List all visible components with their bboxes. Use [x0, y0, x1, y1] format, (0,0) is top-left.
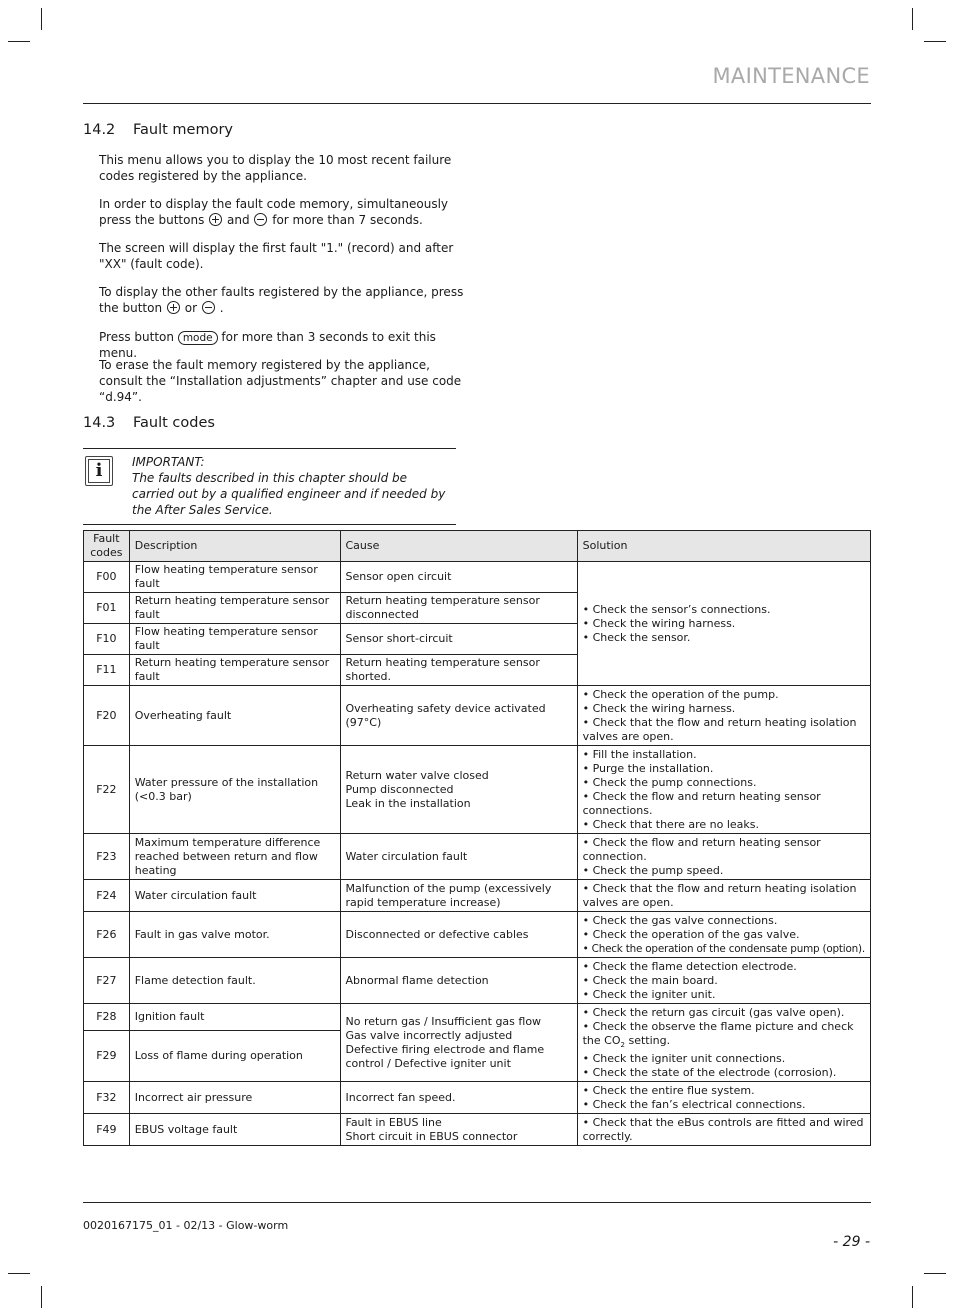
solution-line: • Purge the installation. [582, 762, 714, 775]
solution-line: • Check the pump speed. [582, 864, 724, 877]
fault-code: F11 [84, 655, 130, 686]
paragraph-text: or [184, 301, 198, 315]
fault-code: F24 [84, 880, 130, 912]
crop-mark [912, 1286, 913, 1308]
fault-code: F49 [84, 1114, 130, 1146]
solution-line: • Check the wiring harness. [582, 702, 736, 715]
column-header: Cause [340, 531, 577, 562]
solution-line: • Check the operation of the gas valve. [582, 928, 800, 941]
solution-line: • Check that there are no leaks. [582, 818, 760, 831]
solution-line: • Check the fan’s electrical connections. [582, 1098, 806, 1112]
crop-mark [912, 8, 913, 30]
footer-rule [83, 1202, 871, 1203]
fault-solution [577, 958, 870, 1004]
cause-line: Pump disconnected [345, 782, 454, 796]
paragraph-text: for more than 7 seconds. [272, 213, 423, 227]
fault-cause: Water circulation fault [340, 834, 577, 880]
fault-code: F10 [84, 624, 130, 655]
crop-mark [8, 1273, 30, 1274]
fault-codes-table [83, 530, 871, 1146]
solution-line: • Check the gas valve connections. [582, 914, 778, 927]
fault-code: F27 [84, 958, 130, 1004]
cause-line: Leak in the installation [345, 796, 471, 810]
crop-mark [41, 1286, 42, 1308]
cause-line: No return gas / Insufficient gas flow [345, 1014, 542, 1028]
solution-line: • Check the return gas circuit (gas valve open). [582, 1006, 845, 1019]
fault-solution [577, 746, 870, 834]
table-row [84, 912, 871, 958]
solution-line: • Check the flow and return heating sensor connections. [582, 790, 821, 817]
heading-fault-codes [83, 415, 215, 431]
paragraph-text: To display the other faults registered by the appliance, press the button [99, 285, 464, 315]
paragraph-text: Press button [99, 330, 174, 344]
fault-description: EBUS voltage fault [129, 1114, 340, 1146]
table-row [84, 880, 871, 912]
fault-solution [577, 562, 870, 686]
table-row [84, 958, 871, 1004]
fault-solution [577, 1004, 870, 1082]
fault-cause: Sensor short-circuit [340, 624, 577, 655]
fault-cause: Overheating safety device activated (97°C) [340, 686, 577, 746]
solution-line: • Check the main board. [582, 974, 718, 987]
mode-button-icon: mode [178, 331, 218, 345]
fault-cause [340, 1004, 577, 1082]
section-title: Fault codes [133, 415, 215, 431]
solution-line: • Check the wiring harness. [582, 616, 736, 630]
fault-description: Return heating temperature sensor fault [129, 593, 340, 624]
paragraph-text: . [219, 301, 224, 315]
solution-line: • Fill the installation. [582, 748, 697, 761]
section-title: Fault memory [133, 122, 233, 138]
fault-cause: Disconnected or defective cables [340, 912, 577, 958]
fault-code: F22 [84, 746, 130, 834]
section-header: MAINTENANCE [712, 64, 870, 88]
fault-cause: Malfunction of the pump (excessively rapid temperature increase) [340, 880, 577, 912]
solution-line: • Check the sensor’s connections. [582, 602, 771, 616]
table-row [84, 1114, 871, 1146]
fault-solution [577, 880, 870, 912]
paragraph: The screen will display the first fault "1." (record) and after "XX" (fault code). [99, 241, 454, 271]
paragraph-text: and [226, 213, 250, 227]
paragraph-text: for more than 3 seconds to exit this menu. [99, 330, 436, 360]
solution-line: • Check the sensor. [582, 630, 691, 644]
fault-description: Return heating temperature sensor fault [129, 655, 340, 686]
cause-line: Gas valve incorrectly adjusted [345, 1028, 513, 1042]
fault-description: Incorrect air pressure [129, 1082, 340, 1114]
fault-cause: Return heating temperature sensor shorted. [340, 655, 577, 686]
fault-cause: Sensor open circuit [340, 562, 577, 593]
solution-text: setting. [624, 1034, 671, 1047]
fault-code: F32 [84, 1082, 130, 1114]
fault-code: F01 [84, 593, 130, 624]
crop-mark [924, 41, 946, 42]
fault-description: Ignition fault [129, 1004, 340, 1031]
plus-button-icon [209, 213, 222, 226]
fault-code: F29 [84, 1031, 130, 1082]
document-reference: 0020167175_01 - 02/13 - Glow-worm [83, 1219, 289, 1232]
crop-mark [41, 8, 42, 30]
solution-line: • Check the entire flue system. [582, 1084, 755, 1098]
heading-fault-memory [83, 122, 233, 138]
fault-code: F20 [84, 686, 130, 746]
fault-description: Water pressure of the installation (<0.3 bar) [129, 746, 340, 834]
crop-mark [924, 1273, 946, 1274]
fault-cause: Abnormal flame detection [340, 958, 577, 1004]
cause-line: Short circuit in EBUS connector [345, 1129, 518, 1143]
table-row [84, 1082, 871, 1114]
plus-button-icon [167, 301, 180, 314]
fault-cause [340, 1114, 577, 1146]
fault-description: Loss of flame during operation [129, 1031, 340, 1082]
column-header: Solution [577, 531, 870, 562]
paragraph-text: In order to display the fault code memory, simultaneously press the buttons [99, 197, 449, 227]
page-number: - 29 - [833, 1234, 870, 1250]
important-body: The faults described in this chapter should be carried out by a qualified engineer and if needed by the After Sales Service. [132, 471, 446, 517]
fault-solution [577, 1082, 870, 1114]
table-row [84, 746, 871, 834]
cause-line: Fault in EBUS line [345, 1115, 442, 1129]
fault-cause [340, 746, 577, 834]
solution-line: • Check the operation of the pump. [582, 688, 779, 701]
solution-text: • Check the observe the flame picture and check the CO [582, 1020, 854, 1047]
important-label: IMPORTANT: [132, 455, 205, 469]
fault-description: Flow heating temperature sensor fault [129, 624, 340, 655]
solution-line: • Check the state of the electrode (corrosion). [582, 1066, 837, 1080]
cause-line: Return water valve closed [345, 768, 489, 782]
solution-line: • Check the operation of the condensate pump (option). [582, 943, 865, 955]
fault-description: Maximum temperature difference reached between return and flow heating [129, 834, 340, 880]
minus-button-icon [202, 301, 215, 314]
table-header-row [84, 531, 871, 562]
fault-cause: Incorrect fan speed. [340, 1082, 577, 1114]
table-row [84, 834, 871, 880]
important-note [83, 448, 456, 525]
solution-line: • Check the flame detection electrode. [582, 960, 797, 973]
fault-solution [577, 912, 870, 958]
fault-solution [577, 1114, 870, 1146]
important-text [132, 454, 452, 518]
solution-line: • Check that the flow and return heating isolation valves are open. [582, 882, 857, 909]
fault-code: F26 [84, 912, 130, 958]
paragraph: This menu allows you to display the 10 most recent failure codes registered by the appliance. [99, 153, 452, 183]
fault-solution [577, 686, 870, 746]
column-header: Description [129, 531, 340, 562]
fault-description: Flame detection fault. [129, 958, 340, 1004]
table-row [84, 686, 871, 746]
cause-line: Defective firing electrode and flame control / Defective igniter unit [345, 1042, 545, 1070]
solution-line: • Check the igniter unit connections. [582, 1052, 786, 1066]
table-row [84, 562, 871, 593]
fault-description: Water circulation fault [129, 880, 340, 912]
minus-button-icon [254, 213, 267, 226]
section-number: 14.3 [83, 415, 116, 431]
solution-line: • Check that the flow and return heating isolation valves are open. [582, 716, 857, 743]
paragraph [99, 284, 464, 316]
solution-line [583, 1020, 865, 1052]
header-rule [83, 103, 871, 104]
paragraph [99, 196, 464, 228]
subscript: 2 [620, 1041, 625, 1050]
fault-description: Overheating fault [129, 686, 340, 746]
solution-line: • Check the igniter unit. [582, 988, 716, 1001]
fault-code: F28 [84, 1004, 130, 1031]
solution-line: • Check that the eBus controls are fitted and wired correctly. [582, 1116, 864, 1144]
paragraph: To erase the fault memory registered by the appliance, consult the “Installation adjustments” chapter and use code “d.94”. [99, 358, 462, 404]
solution-line: • Check the flow and return heating sensor connection. [582, 836, 821, 863]
table-row [84, 1004, 871, 1031]
info-icon: i [85, 456, 113, 486]
fault-description: Fault in gas valve motor. [129, 912, 340, 958]
fault-description: Flow heating temperature sensor fault [129, 562, 340, 593]
crop-mark [8, 41, 30, 42]
solution-line: • Check the pump connections. [582, 776, 757, 789]
column-header: Fault codes [84, 531, 130, 562]
fault-solution [577, 834, 870, 880]
fault-code: F23 [84, 834, 130, 880]
section-number: 14.2 [83, 122, 116, 138]
fault-code: F00 [84, 562, 130, 593]
fault-cause: Return heating temperature sensor disconnected [340, 593, 577, 624]
